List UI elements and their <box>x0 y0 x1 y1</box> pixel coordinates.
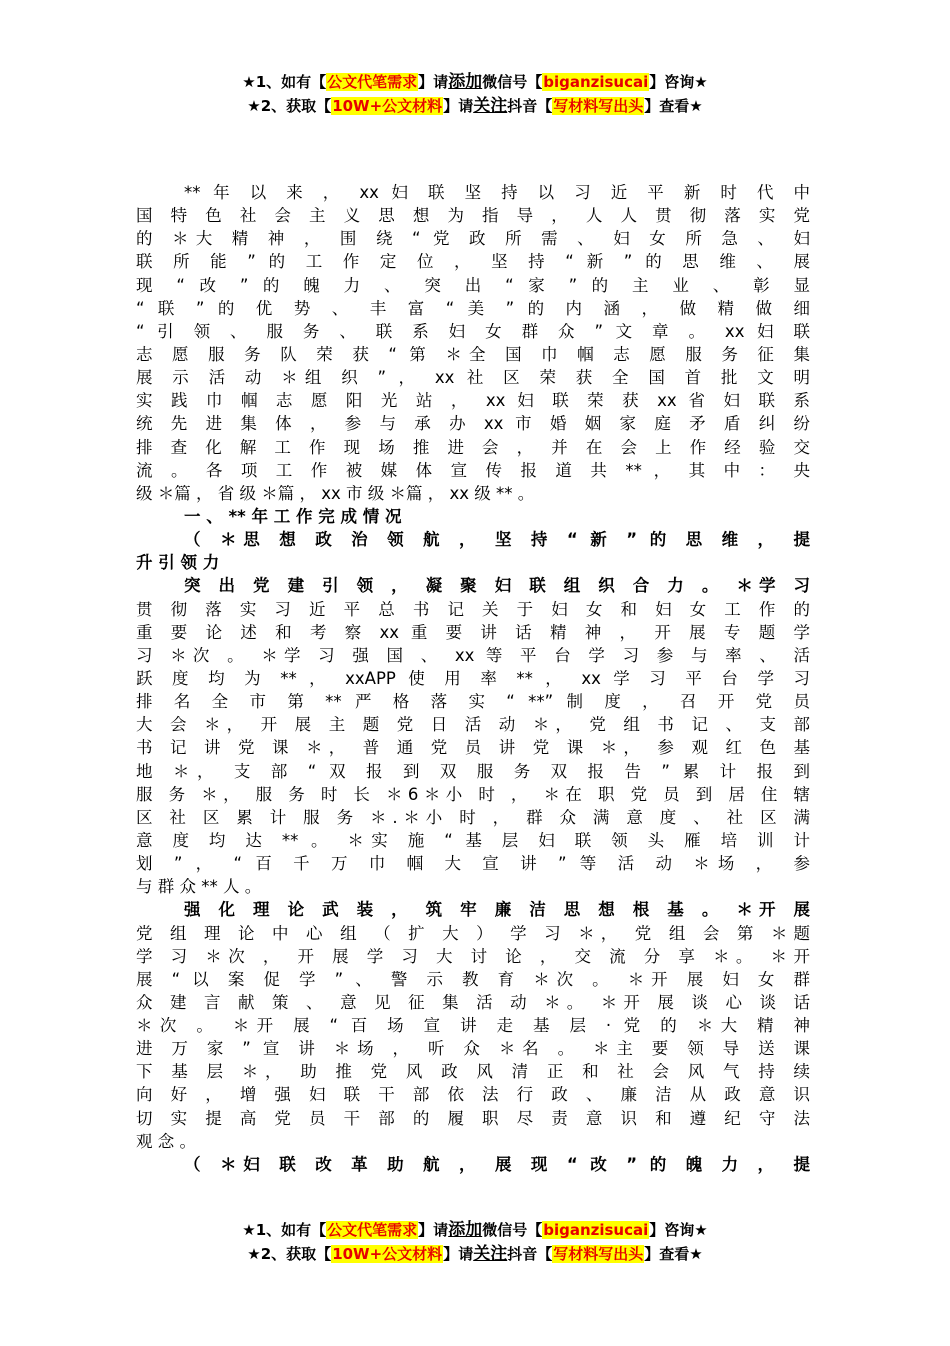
body-line: “ 引 领 、 服 务 、 联 系 妇 女 群 众 ” 文 章 。 xx 妇 联 <box>136 321 810 341</box>
body-line: 众 建 言 献 策 、 意 见 征 集 活 动 ＊。 ＊开 展 谈 心 谈 话 <box>136 992 810 1012</box>
body-line: 统 先 进 集 体 ， 参 与 承 办 xx 市 婚 姻 家 庭 矛 盾 纠 纷 <box>136 414 810 434</box>
douyin-account-highlight: 写材料写出头 <box>553 1245 644 1263</box>
douyin-account-highlight: 写材料写出头 <box>553 97 644 115</box>
banner-highlight: 10W+公文材料 <box>332 1245 443 1263</box>
banner-text: 】请 <box>443 97 474 115</box>
banner-text: 抖音【 <box>507 1245 553 1263</box>
body-line: 级 ＊篇 ， 省 级 ＊篇 ， xx 市 级 ＊篇 ， xx 级 ** 。 <box>136 483 535 503</box>
paragraph-lead: 强 化 理 论 武 装 ， 筑 牢 廉 洁 思 想 根 基 。 ＊开 展 <box>184 900 810 920</box>
body-line: 划 ” ， “ 百 千 万 巾 帼 大 宣 讲 ” 等 活 动 ＊场 ， 参 <box>136 854 810 874</box>
body-line: 学 习 ＊次 ， 开 展 学 习 大 讨 论 ， 交 流 分 享 ＊。 ＊开 <box>136 946 810 966</box>
body-line: 进 万 家 ” 宣 讲 ＊场 ， 听 众 ＊名 。 ＊主 要 领 导 送 课 <box>136 1039 810 1059</box>
body-line: 联 所 能 ” 的 工 作 定 位 ， 坚 持 “ 新 ” 的 思 维 、 展 <box>136 252 810 272</box>
body-line: 切 实 提 高 党 员 干 部 的 履 职 尽 责 意 识 和 遵 纪 守 法 <box>136 1108 810 1128</box>
body-line: 下 基 层 ＊， 助 推 党 风 政 风 清 正 和 社 会 风 气 持 续 <box>136 1062 810 1082</box>
footer-banner <box>0 1218 950 1266</box>
body-line: 的 ＊大 精 神 ， 围 绕 “ 党 政 所 需 、 妇 女 所 急 、 妇 <box>136 229 810 249</box>
banner-text: 抖音【 <box>507 97 553 115</box>
banner-text: 】请 <box>443 1245 474 1263</box>
body-line: 流 。 各 项 工 作 被 媒 体 宣 传 报 道 共 ** ， 其 中 ： 央 <box>136 460 810 480</box>
banner-text: 】请 <box>418 1221 449 1239</box>
banner-text: ★2、获取【 <box>247 97 332 115</box>
body-line: ＊次 。 ＊开 展 “ 百 场 宣 讲 走 基 层 · 党 的 ＊大 精 神 <box>136 1016 810 1036</box>
body-line: 重 要 论 述 和 考 察 xx 重 要 讲 话 精 神 ， 开 展 专 题 学 <box>136 622 810 642</box>
body-line: 贯 彻 落 实 习 近 平 总 书 记 关 于 妇 女 和 妇 女 工 作 的 <box>136 599 810 619</box>
banner-text: 】咨询★ <box>649 1221 708 1239</box>
body-line: 向 好 ， 增 强 妇 联 干 部 依 法 行 政 、 廉 洁 从 政 意 识 <box>136 1085 810 1105</box>
banner-underlined: 关注 <box>473 96 508 116</box>
banner-text: ★1、如有【 <box>242 73 327 91</box>
document-body <box>136 181 810 1176</box>
subsection-heading: （ ＊妇 联 改 革 助 航 ， 展 现 “ 改 ” 的 魄 力 ， 提 <box>184 1154 810 1174</box>
wechat-id-highlight: biganzisucai <box>543 73 649 91</box>
body-line: 书 记 讲 党 课 ＊， 普 通 党 员 讲 党 课 ＊， 参 观 红 色 基 <box>136 738 810 758</box>
banner-line-1 <box>0 70 950 94</box>
banner-highlight: 公文代笔需求 <box>327 1221 418 1239</box>
banner-text: 微信号【 <box>482 1221 543 1239</box>
banner-text: ★1、如有【 <box>242 1221 327 1239</box>
subsection-heading: （ ＊思 想 政 治 领 航 ， 坚 持 “ 新 ” 的 思 维 ， 提 <box>184 530 810 550</box>
banner-highlight: 10W+公文材料 <box>332 97 443 115</box>
banner-text: 】咨询★ <box>649 73 708 91</box>
body-line: 实 践 巾 帼 志 愿 阳 光 站 ， xx 妇 联 荣 获 xx 省 妇 联 系 <box>136 391 810 411</box>
body-line: 观 念 。 <box>136 1131 196 1151</box>
body-line: ** 年 以 来 ， xx 妇 联 坚 持 以 习 近 平 新 时 代 中 <box>184 183 810 202</box>
paragraph-lead: 突 出 党 建 引 领 ， 凝 聚 妇 联 组 织 合 力 。 ＊学 习 <box>184 576 810 596</box>
banner-line-1 <box>0 1218 950 1242</box>
body-line: 跃 度 均 为 ** ， xxAPP 使 用 率 ** ， xx 学 习 平 台 学 习 <box>136 668 810 688</box>
body-line: 大 会 ＊， 开 展 主 题 党 日 活 动 ＊， 党 组 书 记 、 支 部 <box>136 715 810 735</box>
banner-underlined: 关注 <box>473 1244 508 1264</box>
banner-line-2 <box>0 1242 950 1266</box>
header-banner <box>0 70 950 118</box>
banner-underlined: 添加 <box>448 72 483 92</box>
banner-line-2 <box>0 94 950 118</box>
banner-text: ★2、获取【 <box>247 1245 332 1263</box>
banner-text: 】请 <box>418 73 449 91</box>
body-line: 习 ＊次 。 ＊学 习 强 国 、 xx 等 平 台 学 习 参 与 率 、 活 <box>136 645 810 665</box>
body-line: 意 度 均 达 ** 。 ＊实 施 “ 基 层 妇 联 领 头 雁 培 训 计 <box>136 830 810 850</box>
body-line: 地 ＊， 支 部 “ 双 报 到 双 服 务 双 报 告 ” 累 计 报 到 <box>136 761 810 781</box>
body-line: 国 特 色 社 会 主 义 思 想 为 指 导 ， 人 人 贯 彻 落 实 党 <box>136 206 810 226</box>
body-line: 现 “ 改 ” 的 魄 力 、 突 出 “ 家 ” 的 主 业 、 彰 显 <box>136 275 810 295</box>
body-line: 志 愿 服 务 队 荣 获 “ 第 ＊全 国 巾 帼 志 愿 服 务 征 集 <box>136 344 810 364</box>
body-line: 展 “ 以 案 促 学 ” 、 警 示 教 育 ＊次 。 ＊开 展 妇 女 群 <box>136 969 810 989</box>
section-heading: 一 、 ** 年 工 作 完 成 情 况 <box>184 506 402 526</box>
body-line: 党 组 理 论 中 心 组 （ 扩 大 ） 学 习 ＊， 党 组 会 第 ＊题 <box>136 923 810 943</box>
banner-underlined: 添加 <box>448 1220 483 1240</box>
banner-text: 微信号【 <box>482 73 543 91</box>
banner-text: 】查看★ <box>644 1245 703 1263</box>
body-line: 展 示 活 动 ＊组 织 ” ， xx 社 区 荣 获 全 国 首 批 文 明 <box>136 368 810 388</box>
body-line: 与 群 众 ** 人 。 <box>136 877 262 897</box>
body-line: 排 查 化 解 工 作 现 场 推 进 会 ， 并 在 会 上 作 经 验 交 <box>136 437 810 457</box>
wechat-id-highlight: biganzisucai <box>543 1221 649 1239</box>
body-line: “ 联 ” 的 优 势 、 丰 富 “ 美 ” 的 内 涵 ， 做 精 做 细 <box>136 298 810 318</box>
body-line: 排 名 全 市 第 ** 严 格 落 实 “ **” 制 度 ， 召 开 党 员 <box>136 692 810 712</box>
subsection-heading: 升 引 领 力 <box>136 553 220 573</box>
banner-highlight: 公文代笔需求 <box>327 73 418 91</box>
body-line: 服 务 ＊， 服 务 时 长 ＊6＊小 时 ， ＊在 职 党 员 到 居 住 辖 <box>136 784 810 804</box>
body-line: 区 社 区 累 计 服 务 ＊.＊小 时 ， 群 众 满 意 度 、 社 区 满 <box>136 807 810 827</box>
banner-text: 】查看★ <box>644 97 703 115</box>
